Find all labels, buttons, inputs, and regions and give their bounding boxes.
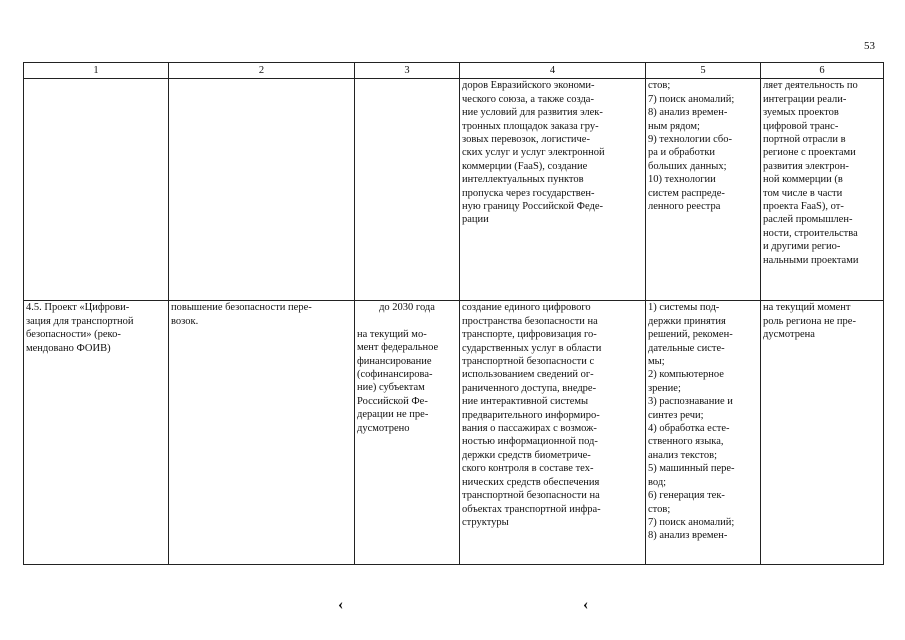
deadline-text: до 2030 года (379, 302, 435, 314)
goal-cell: повышение безопасности пере- возок. (169, 301, 355, 565)
region-role-cell: на текущий момент роль региона не пре- дусмотрена (761, 301, 884, 565)
column-header: 6 (761, 63, 884, 79)
column-header: 5 (646, 63, 761, 79)
project-cell: 4.5. Проект «Цифрови- зация для транспортной безопасности» (реко- мендовано ФОИВ) (24, 301, 169, 565)
scan-mark: ‹ (583, 596, 589, 613)
region-role-cell: ляет деятельность по интеграции реали- зуемых проектов цифровой транс- портной отрасли в регионе с проектами развития электрон- ной коммерции (в том числе в части проекта FaaS), от- раслей промышлен- ности, строительства и другими регио- нальными проектами (761, 79, 884, 301)
table-header-row (24, 63, 884, 79)
project-cell (24, 79, 169, 301)
table-row (24, 301, 884, 565)
funding-text: на текущий мо- мент федеральное финансирование (софинансирова- ние) субъектам Российской Фе- дерации не пре- дусмотрено (357, 328, 439, 434)
column-header: 4 (460, 63, 646, 79)
table-row (24, 79, 884, 301)
timeline-cell (355, 79, 460, 301)
technologies-cell: 1) системы под- держки принятия решений, рекомен- дательные систе- мы; 2) компьютерное зрение; 3) распознавание и синтез речи; 4) обработка есте- ственного языка, анализ текстов; 5) машинный пере- вод; 6) генерация тек- стов; 7) поиск аномалий; 8) анализ времен- (646, 301, 761, 565)
technologies-cell: стов; 7) поиск аномалий; 8) анализ времен- ным рядом; 9) технологии сбо- ра и обработки больших данных; 10) технологии систем распреде- ленного реестра (646, 79, 761, 301)
page-number: 53 (864, 40, 875, 52)
document-table (23, 62, 884, 565)
description-cell: доров Евразийского экономи- ческого союза, а также созда- ние условий для развития элек- тронных площадок заказа гру- зовых перевозок, логистиче- ских услуг и услуг электронной коммерции (FaaS), создание интеллектуальных пунктов пропуска через государствен- ную границу Российской Феде- рации (460, 79, 646, 301)
column-header: 1 (24, 63, 169, 79)
timeline-cell (355, 301, 460, 565)
description-cell: создание единого цифрового пространства безопасности на транспорте, цифровизация го- сударственных услуг в области транспортной безопасности с использованием сведений ог- раниченного доступа, внедре- ние интерактивной системы предварительного информиро- вания о пассажирах с возмож- ностью информационной под- держки средств биометриче- ского контроля в составе тех- нических средств обеспечения транспортной безопасности на объектах транспортной инфра- структуры (460, 301, 646, 565)
column-header: 2 (169, 63, 355, 79)
column-header: 3 (355, 63, 460, 79)
scan-mark: ‹ (338, 596, 344, 613)
goal-cell (169, 79, 355, 301)
